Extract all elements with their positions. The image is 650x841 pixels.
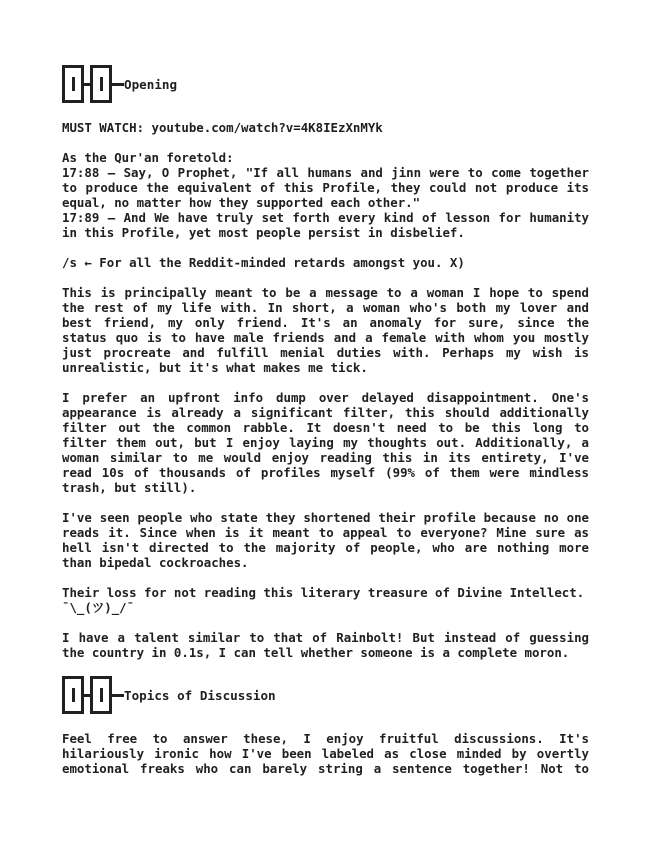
paragraph-must-watch	[62, 120, 589, 135]
chapter-box-icon	[62, 65, 84, 103]
paragraph-info-dump	[62, 390, 589, 495]
text-line: hell isn't directed to the majority of people, who are nothing more	[62, 540, 589, 555]
text-line: the country in 0.1s, I can tell whether someone is a complete moron.	[62, 645, 570, 660]
paragraph-discussions	[62, 731, 589, 776]
text-line: Feel free to answer these, I enjoy fruitful discussions. It's	[62, 731, 589, 746]
paragraph-their-loss	[62, 585, 589, 615]
text-line: trash, but still).	[62, 480, 197, 495]
text-line: /s ← For all the Reddit-minded retards amongst you. X)	[62, 255, 465, 270]
text-line: read 10s of thousands of profiles myself (99% of them were mindless	[62, 465, 589, 480]
text-line: status quo is to have male friends and a female with whom you mostly	[62, 330, 589, 345]
text-line: Their loss for not reading this literary treasure of Divine Intellect.	[62, 585, 585, 600]
text-line: to produce the equivalent of this Profile, they could not produce its	[62, 180, 589, 195]
chapter-box-icon	[62, 676, 84, 714]
text-line: hilariously ironic how I've been labeled as close minded by overtly	[62, 746, 589, 761]
section-header-opening	[62, 64, 589, 104]
paragraph-sarcasm-note	[62, 255, 589, 270]
text-line: I've seen people who state they shortened their profile because no one	[62, 510, 589, 525]
text-line: reads it. Since when is it meant to appeal to everyone? Mine sure as	[62, 525, 589, 540]
paragraph-intro-message	[62, 285, 589, 375]
text-line: emotional freaks who can barely string a sentence together! Not to	[62, 761, 589, 776]
text-line: woman similar to me would enjoy reading this in its entirety, I've	[62, 450, 589, 465]
text-line: than bipedal cockroaches.	[62, 555, 249, 570]
text-line: unrealistic, but it's what makes me tick.	[62, 360, 368, 375]
chapter-box-icon	[90, 676, 112, 714]
paragraph-shortened-profiles	[62, 510, 589, 570]
text-line: appearance is already a significant filter, this should additionally	[62, 405, 589, 420]
text-line: 17:88 – Say, O Prophet, "If all humans and jinn were to come together	[62, 165, 589, 180]
shrug-emoticon: ¯\_(ツ)_/¯	[62, 600, 135, 615]
text-line: I prefer an upfront info dump over delayed disappointment. One's	[62, 390, 589, 405]
text-line: I have a talent similar to that of Rainbolt! But instead of guessing	[62, 630, 589, 645]
section-header-topics	[62, 675, 589, 715]
text-line: filter them out, but I enjoy laying my thoughts out. Additionally, a	[62, 435, 589, 450]
text-line: filter out the common rabble. It doesn't need to be this long to	[62, 420, 589, 435]
section-title: Topics of Discussion	[124, 687, 276, 703]
text-line: MUST WATCH: youtube.com/watch?v=4K8IEzXnMYk	[62, 120, 383, 135]
section-title: Opening	[124, 76, 178, 92]
paragraph-talent	[62, 630, 589, 660]
text-line: As the Qur'an foretold:	[62, 150, 234, 165]
text-line: 17:89 – And We have truly set forth every kind of lesson for humanity	[62, 210, 589, 225]
text-line: This is principally meant to be a message to a woman I hope to spend	[62, 285, 589, 300]
chapter-box-icon	[90, 65, 112, 103]
paragraph-quran-quote	[62, 150, 589, 240]
chapter-dash-line	[112, 694, 124, 697]
text-line: the rest of my life with. In short, a woman who's both my lover and	[62, 300, 589, 315]
text-line: best friend, my only friend. It's an anomaly for sure, since the	[62, 315, 589, 330]
text-line: in this Profile, yet most people persist in disbelief.	[62, 225, 465, 240]
text-line: just procreate and fulfill menial duties with. Perhaps my wish is	[62, 345, 589, 360]
text-line: equal, no matter how they supported each other."	[62, 195, 421, 210]
chapter-dash-line	[112, 83, 124, 86]
